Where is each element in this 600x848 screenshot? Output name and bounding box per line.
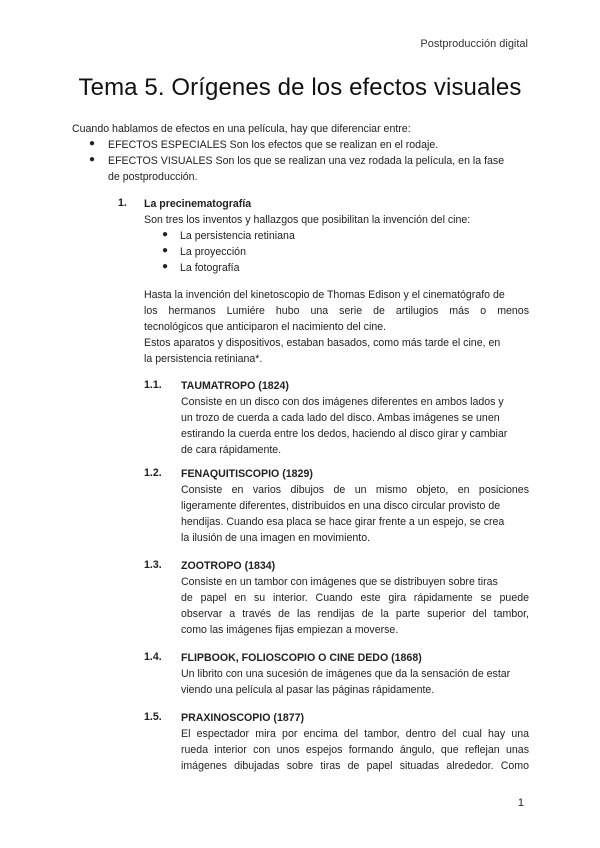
intro-bullet: EFECTOS ESPECIALES Son los efectos que se realizan en el rodaje. <box>108 139 439 151</box>
bullet-icon: ● <box>162 245 169 256</box>
subsection-body: El espectador mira por encima del tambor, dentro del cual hay una rueda interior con unos espejos formando ángulo, que reflejan unas imágenes dibujadas sobre tiras de papel situadas alrededor. Como <box>181 728 529 772</box>
subsection-body: Consiste en un tambor con imágenes que se distribuyen sobre tiras de papel en su interior. Cuando este gira rápidamente se puede observar a través de las rendijas de la parte superior del tambor, como las imágenes fijas empiezan a moverse. <box>181 576 529 636</box>
section-heading: La precinematografía <box>144 198 252 210</box>
section-number: 1. <box>118 197 127 209</box>
subsection-number: 1.2. <box>144 467 162 479</box>
section-bullet: La proyección <box>180 246 246 258</box>
intro-text: Cuando hablamos de efectos en una película, hay que diferenciar entre: <box>72 123 411 135</box>
running-header: Postproducción digital <box>420 38 528 50</box>
subsection-heading: TAUMATROPO (1824) <box>181 380 289 392</box>
bullet-icon: ● <box>162 261 169 272</box>
bullet-icon: ● <box>162 229 169 240</box>
subsection-heading: FLIPBOOK, FOLIOSCOPIO O CINE DEDO (1868) <box>181 652 422 664</box>
intro-bullet: EFECTOS VISUALES Son los que se realizan una vez rodada la película, en la fase <box>108 155 505 167</box>
subsection-heading: PRAXINOSCOPIO (1877) <box>181 712 305 724</box>
section-bullet: La persistencia retiniana <box>180 230 295 242</box>
subsection-number: 1.5. <box>144 711 162 723</box>
subsection-number: 1.1. <box>144 379 162 391</box>
subsection-body: Un librito con una sucesión de imágenes que da la sensación de estar viendo una película al pasar las páginas rápidamente. <box>181 668 511 696</box>
intro-bullet-continuation: de postproducción. <box>108 171 198 183</box>
section-lead: Son tres los inventos y hallazgos que posibilitan la invención del cine: <box>144 214 471 226</box>
subsection-body: Consiste en varios dibujos de un mismo objeto, en posiciones ligeramente diferentes, distribuidos en una disco circular provisto de hendijas. Cuando esa placa se hace girar frente a un espejo, se crea la ilusión de una imagen en movimiento. <box>181 484 529 544</box>
paragraph: Hasta la invención del kinetoscopio de Thomas Edison y el cinematógrafo de los hermanos Lumiére hubo una serie de artilugios más o menos tecnológicos que anticiparon el nacimiento del cine. Estos aparatos y dispositivos, estaban basados, como más tarde el cine, en la persistencia retiniana*. <box>144 289 529 365</box>
subsection-heading: FENAQUITISCOPIO (1829) <box>181 468 313 480</box>
subsection-number: 1.3. <box>144 559 162 571</box>
subsection-body: Consiste en un disco con dos imágenes diferentes en ambos lados y un trozo de cuerda a cada lado del disco. Ambas imágenes se unen estirando la cuerda entre los dedos, haciendo al disco girar y cambiar de cara rápidamente. <box>181 396 508 456</box>
subsection-number: 1.4. <box>144 651 162 663</box>
page-number: 1 <box>517 797 524 809</box>
page-title: Tema 5. Orígenes de los efectos visuales <box>78 74 522 101</box>
subsection-heading: ZOOTROPO (1834) <box>181 560 276 572</box>
bullet-icon: ● <box>89 154 96 165</box>
bullet-icon: ● <box>89 138 96 149</box>
section-bullet: La fotografía <box>180 262 240 274</box>
